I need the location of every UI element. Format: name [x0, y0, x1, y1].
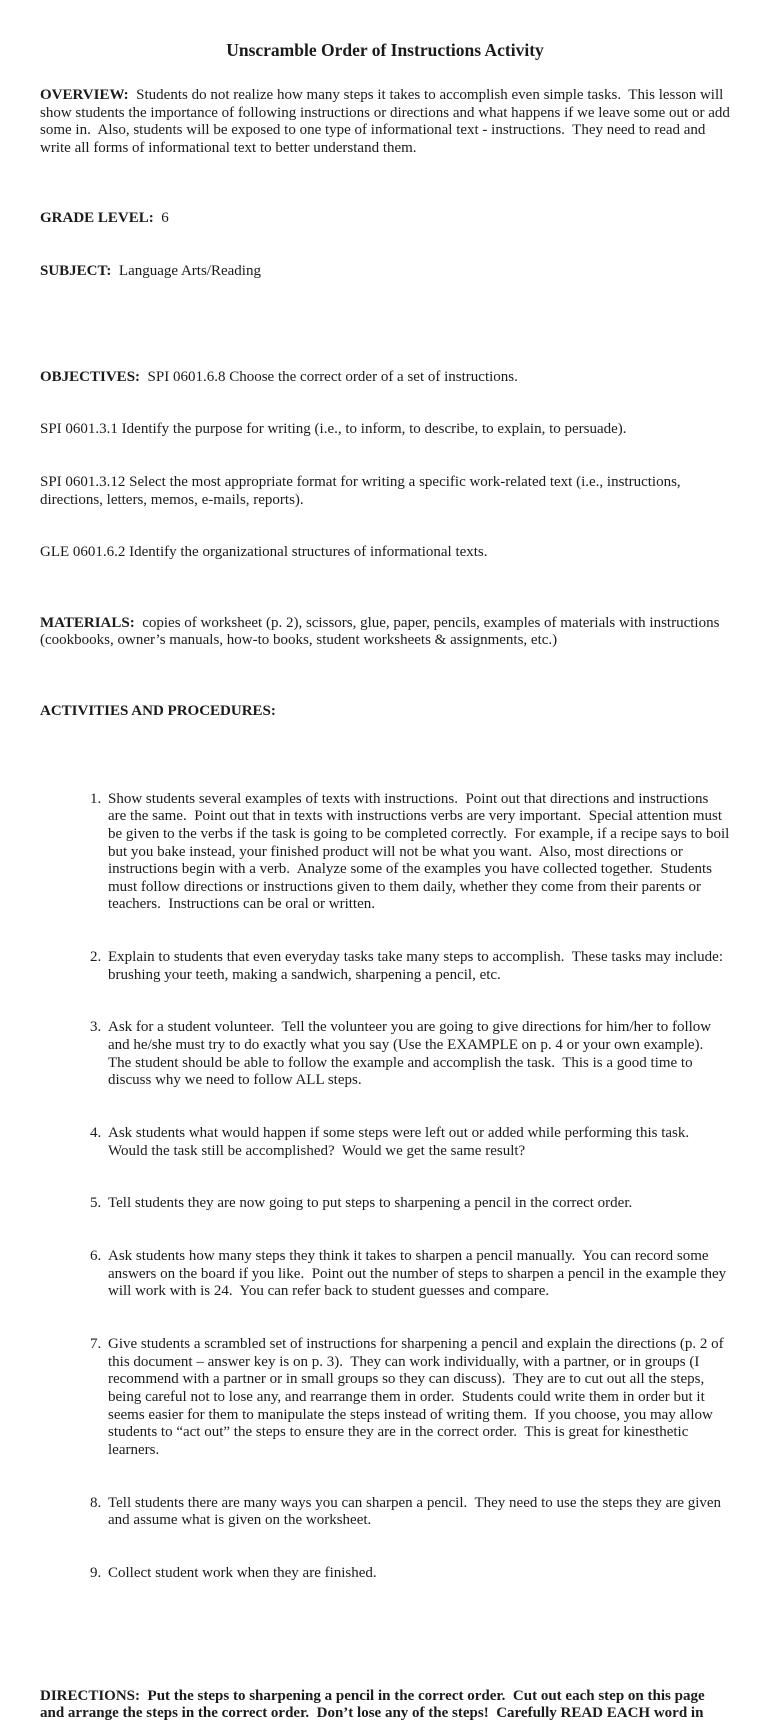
objectives-line: GLE 0601.6.2 Identify the organizational structures of informational texts.: [40, 544, 488, 561]
directions-label: DIRECTIONS:: [40, 1687, 141, 1704]
activity-item: 3. Ask for a student volunteer. Tell the volunteer you are going to give directions for him/her to follow and he/she must try to do exactly what you say (Use the EXAMPLE on p. 4 or your own example). The student should be able to follow the example and accomplish the task. This is a good time to discuss why we need to follow ALL steps.: [105, 1019, 730, 1089]
activity-item: 2. Explain to students that even everyday tasks take many steps to accomplish. These tasks may include: brushing your teeth, making a sandwich, sharpening a pencil, etc.: [105, 949, 730, 984]
materials-text: copies of worksheet (p. 2), scissors, glue, paper, pencils, examples of materials with instructions (cookbooks, owner’s manuals, how-to books, student worksheets & assignments, etc.): [40, 614, 724, 649]
subject-value: Language Arts/Reading: [111, 262, 261, 279]
objectives-section: [40, 333, 730, 597]
objectives-first: SPI 0601.6.8 Choose the correct order of a set of instructions.: [140, 368, 518, 385]
overview-label: OVERVIEW:: [40, 87, 129, 103]
grade-level-line: [40, 210, 730, 228]
activity-item: 6. Ask students how many steps they think it takes to sharpen a pencil manually. You can record some answers on the board if you like. Point out the number of steps to sharpen a pencil in the example they will work with is 24. You can refer back to student guesses and compare.: [105, 1248, 730, 1301]
grade-level-value: 6: [153, 210, 169, 227]
objectives-label: OBJECTIVES:: [40, 368, 141, 385]
grade-level-label: GRADE LEVEL:: [40, 210, 154, 227]
page-title: Unscramble Order of Instructions Activity: [226, 40, 544, 60]
activity-item: 1. Show students several examples of texts with instructions. Point out that directions and instructions are the same. Point out that in texts with instructions verbs are very important. Special attention must be given to the verbs if the task is going to be completed correctly. For example, if a recipe says to boil but you bake instead, your finished product will not be what you want. Also, most directions or instructions begin with a verb. Analyze some of the examples you have collected together. Students must follow directions or instructions given to them daily, whether they come from their parents or teachers. Instructions can be oral or written.: [105, 791, 730, 914]
directions-section: [40, 1688, 730, 1723]
objectives-line: [40, 369, 730, 387]
activities-header: ACTIVITIES AND PROCEDURES:: [40, 702, 276, 719]
activities-section: [40, 668, 734, 1653]
materials-label: MATERIALS:: [40, 614, 135, 631]
objectives-line: SPI 0601.3.12 Select the most appropriate format for writing a specific work-related text (i.e., instructions, directions, letters, memos, e-mails, reports).: [40, 474, 685, 508]
materials-section: [40, 615, 730, 650]
grade-subject-section: [40, 175, 730, 316]
activity-item: 5. Tell students they are now going to put steps to sharpening a pencil in the correct order.: [105, 1195, 730, 1213]
activities-list: [40, 756, 734, 1618]
subject-line: [40, 263, 730, 281]
activity-item: 7. Give students a scrambled set of instructions for sharpening a pencil and explain the directions (p. 2 of this document – answer key is on p. 3). They can work individually, with a partner, or in groups (I recommend with a partner or in small groups so they can discuss). They are to cut out all the steps, being careful not to lose any, and rearrange them in order. Students could write them in order but it seems easier for them to manipulate the steps instead of writing them. If you choose, you may allow students to “act out” the steps to ensure they are in the correct order. This is great for kinesthetic learners.: [105, 1336, 730, 1459]
activity-item: 4. Ask students what would happen if some steps were left out or added while performing this task. Would the task still be accomplished? Would we get the same result?: [105, 1125, 730, 1160]
subject-label: SUBJECT:: [40, 262, 112, 279]
directions-text: Put the steps to sharpening a pencil in the correct order. Cut out each step on this page and arrange the steps in the correct order. Don’t lose any of the steps! Carefully READ EACH word in: [40, 1687, 709, 1722]
activity-item: 8. Tell students there are many ways you can sharpen a pencil. They need to use the steps they are given and assume what is given on the worksheet.: [105, 1495, 730, 1530]
activity-item: 9. Collect student work when they are finished.: [105, 1565, 730, 1583]
overview-section: [40, 87, 734, 157]
objectives-line: SPI 0601.3.1 Identify the purpose for writing (i.e., to inform, to describe, to explain, to persuade).: [40, 421, 627, 438]
overview-text: Students do not realize how many steps it takes to accomplish even simple tasks. This lesson will show students the importance of following instructions or directions and what happens if we leave some out or add some in. Also, students will be exposed to one type of informational text - instructions. They need to read and write all forms of informational text to better understand them.: [40, 87, 734, 156]
